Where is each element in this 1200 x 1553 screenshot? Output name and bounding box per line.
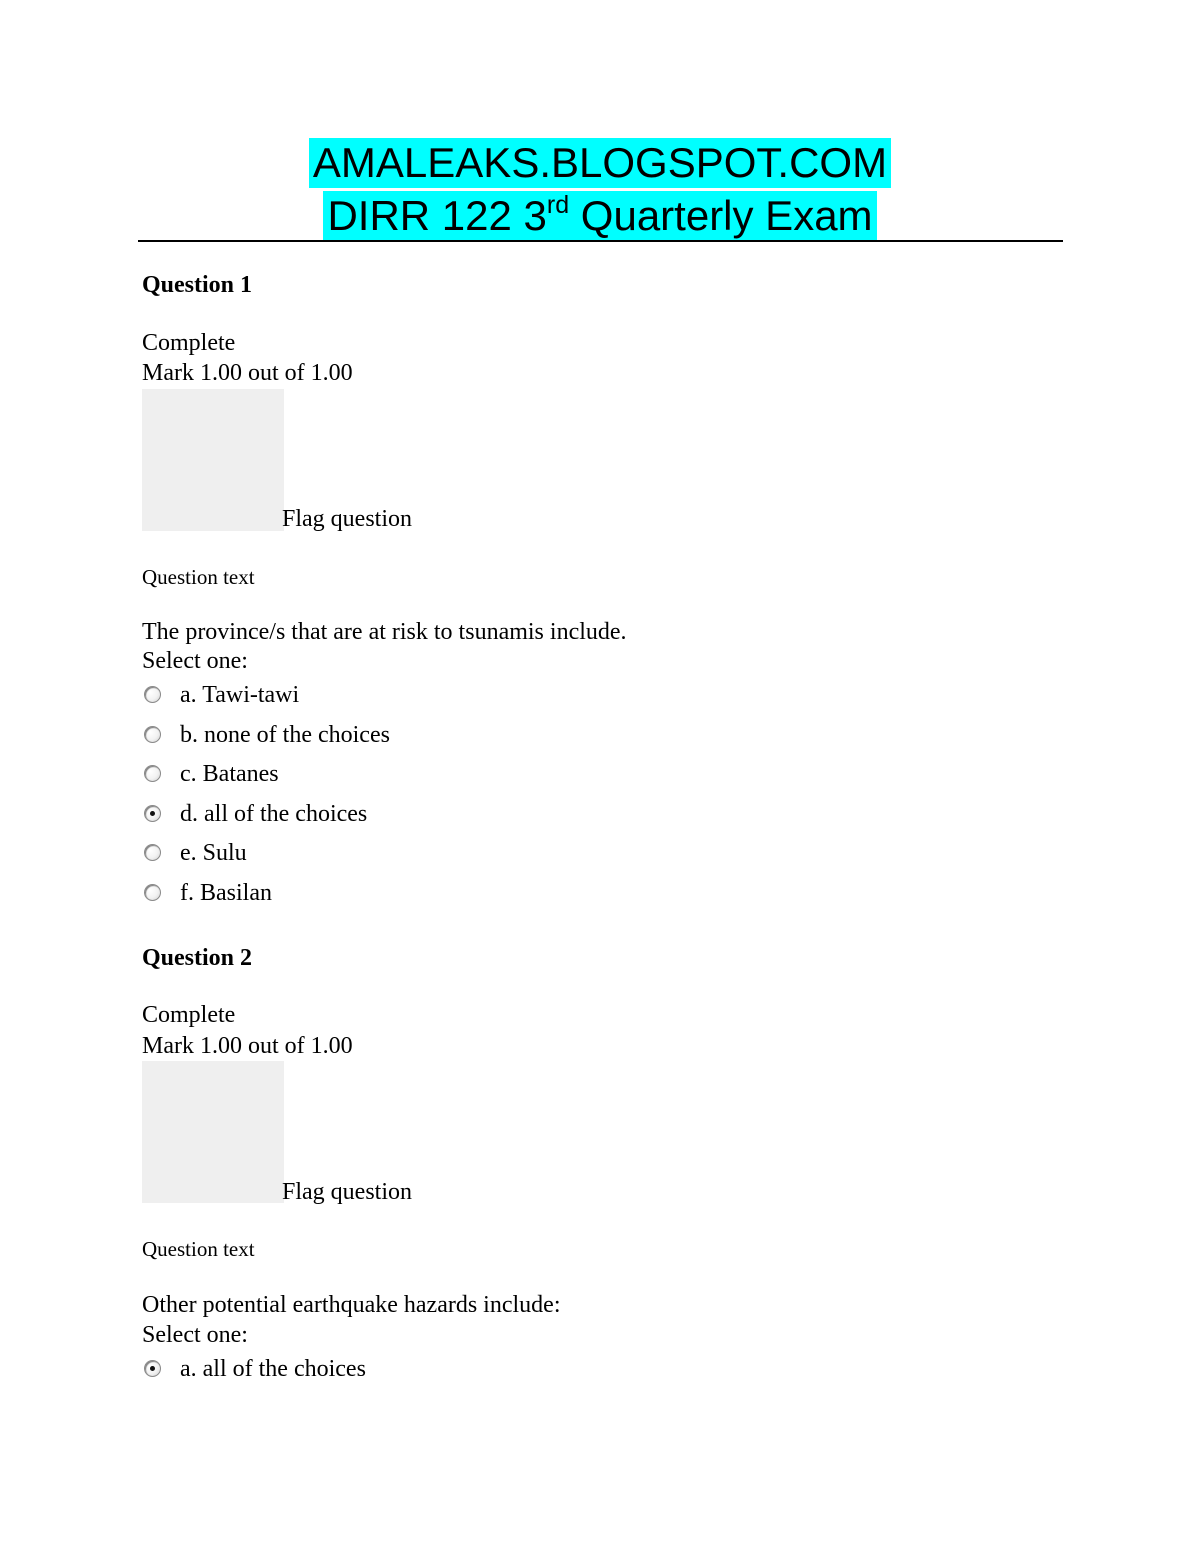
question-grade: Mark 1.00 out of 1.00 bbox=[142, 1033, 353, 1059]
flag-question-link[interactable]: Flag question bbox=[282, 1179, 412, 1205]
radio-button[interactable] bbox=[144, 765, 161, 782]
radio-button[interactable] bbox=[144, 884, 161, 901]
answer-option-label[interactable]: e. Sulu bbox=[180, 840, 247, 866]
question-state: Complete bbox=[142, 1002, 236, 1028]
answer-option-label[interactable]: a. Tawi-tawi bbox=[180, 682, 300, 708]
question-text-label: Question text bbox=[142, 565, 255, 589]
radio-button-selected[interactable] bbox=[144, 1360, 161, 1377]
radio-button[interactable] bbox=[144, 686, 161, 703]
question-prompt: Other potential earthquake hazards include: bbox=[142, 1292, 561, 1318]
site-title: AMALEAKS.BLOGSPOT.COM bbox=[309, 138, 891, 188]
exam-title-ordinal: rd bbox=[546, 191, 570, 219]
select-one-label: Select one: bbox=[142, 648, 248, 674]
answer-option-label[interactable]: c. Batanes bbox=[180, 761, 279, 787]
page-header bbox=[0, 138, 1200, 241]
flag-question-link[interactable]: Flag question bbox=[282, 506, 412, 532]
header-divider bbox=[138, 240, 1063, 242]
answer-option-label[interactable]: a. all of the choices bbox=[180, 1356, 366, 1382]
radio-button[interactable] bbox=[144, 844, 161, 861]
exam-title-prefix: DIRR 122 3 bbox=[327, 192, 547, 239]
answer-option-label[interactable]: d. all of the choices bbox=[180, 801, 368, 827]
question-grade: Mark 1.00 out of 1.00 bbox=[142, 360, 353, 386]
exam-title-suffix: Quarterly Exam bbox=[569, 192, 873, 239]
flag-icon[interactable] bbox=[142, 1061, 284, 1203]
question-text-label: Question text bbox=[142, 1237, 255, 1261]
question-prompt: The province/s that are at risk to tsunamis include. bbox=[142, 619, 627, 645]
question-state: Complete bbox=[142, 330, 236, 356]
radio-button[interactable] bbox=[144, 726, 161, 743]
exam-title bbox=[323, 191, 876, 241]
question-title: Question 1 bbox=[142, 272, 253, 298]
question-title: Question 2 bbox=[142, 945, 253, 971]
radio-button-selected[interactable] bbox=[144, 805, 161, 822]
answer-option-label[interactable]: f. Basilan bbox=[180, 880, 272, 906]
answer-option-label[interactable]: b. none of the choices bbox=[180, 722, 390, 748]
flag-icon[interactable] bbox=[142, 389, 284, 531]
select-one-label: Select one: bbox=[142, 1322, 248, 1348]
